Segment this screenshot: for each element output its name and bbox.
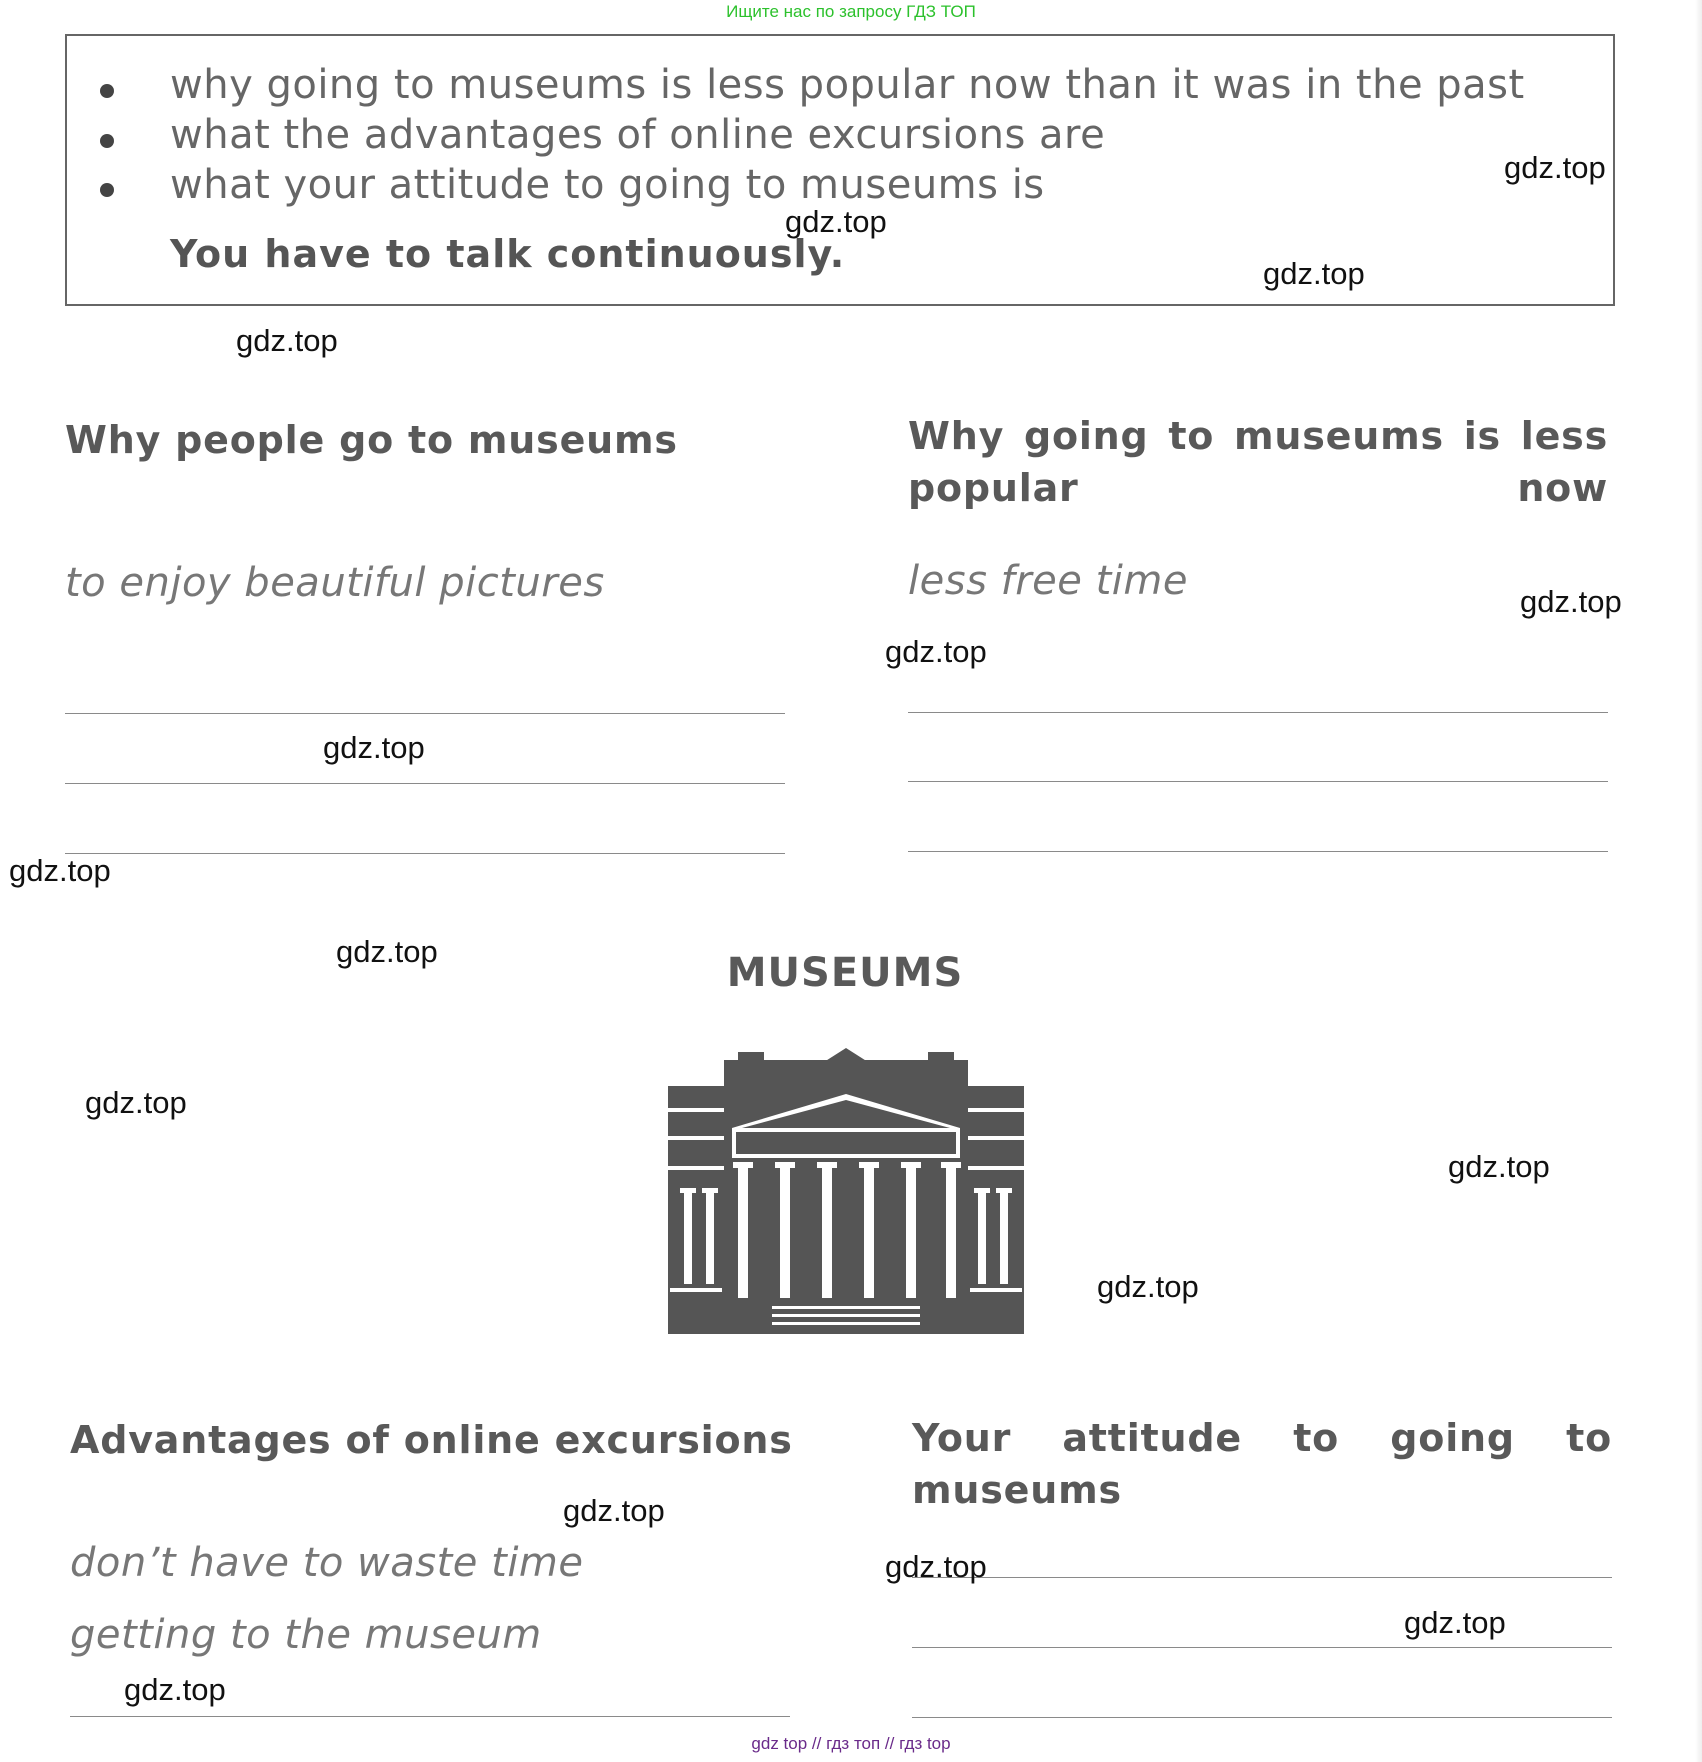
task-bullet-3: what your attitude to going to museums is	[170, 162, 1045, 208]
footer-links[interactable]: gdz top // гдз топ // гдз top	[751, 1734, 951, 1753]
example-advantages-1: don’t have to waste time	[70, 1540, 584, 1586]
watermark: gdz.top	[236, 323, 338, 358]
example-less-popular: less free time	[908, 558, 1188, 604]
watermark: gdz.top	[124, 1672, 226, 1707]
answer-line[interactable]	[908, 712, 1608, 713]
task-bullet-2: what the advantages of online excursions are	[170, 112, 1106, 158]
bullet-dot	[100, 134, 114, 148]
example-why-go: to enjoy beautiful pictures	[65, 560, 605, 606]
answer-line[interactable]	[912, 1577, 1612, 1578]
watermark: gdz.top	[323, 730, 425, 765]
watermark: gdz.top	[9, 853, 111, 888]
watermark: gdz.top	[885, 1549, 987, 1584]
answer-line[interactable]	[912, 1717, 1612, 1718]
watermark: gdz.top	[336, 934, 438, 969]
museum-building-icon	[668, 1048, 1024, 1334]
answer-line[interactable]	[65, 713, 785, 714]
answer-line[interactable]	[912, 1647, 1612, 1648]
watermark: gdz.top	[1448, 1149, 1550, 1184]
watermark: gdz.top	[885, 634, 987, 669]
watermark: gdz.top	[785, 204, 887, 239]
answer-line[interactable]	[65, 783, 785, 784]
answer-line[interactable]	[70, 1716, 790, 1717]
task-instruction: You have to talk continuously.	[170, 232, 846, 276]
watermark: gdz.top	[1097, 1269, 1199, 1304]
watermark: gdz.top	[1263, 256, 1365, 291]
answer-line[interactable]	[908, 851, 1608, 852]
answer-line[interactable]	[908, 781, 1608, 782]
task-bullet-1: why going to museums is less popular now than it was in the past	[170, 62, 1525, 108]
bullet-dot	[100, 183, 114, 197]
watermark: gdz.top	[1404, 1605, 1506, 1640]
bullet-dot	[100, 84, 114, 98]
page-edge	[1695, 0, 1702, 1762]
watermark: gdz.top	[563, 1493, 665, 1528]
center-title: MUSEUMS	[726, 950, 964, 996]
watermark: gdz.top	[1504, 150, 1606, 185]
heading-why-people-go: Why people go to museums	[65, 418, 678, 462]
watermark: gdz.top	[85, 1085, 187, 1120]
heading-attitude: Your attitude to going to museums	[912, 1416, 1612, 1512]
search-banner[interactable]: Ищите нас по запросу ГДЗ ТОП	[726, 2, 976, 21]
answer-line[interactable]	[65, 853, 785, 854]
heading-less-popular: Why going to museums is less popular now	[908, 414, 1608, 510]
heading-advantages: Advantages of online excursions	[70, 1418, 793, 1462]
watermark: gdz.top	[1520, 584, 1622, 619]
example-advantages-2: getting to the museum	[70, 1612, 542, 1658]
